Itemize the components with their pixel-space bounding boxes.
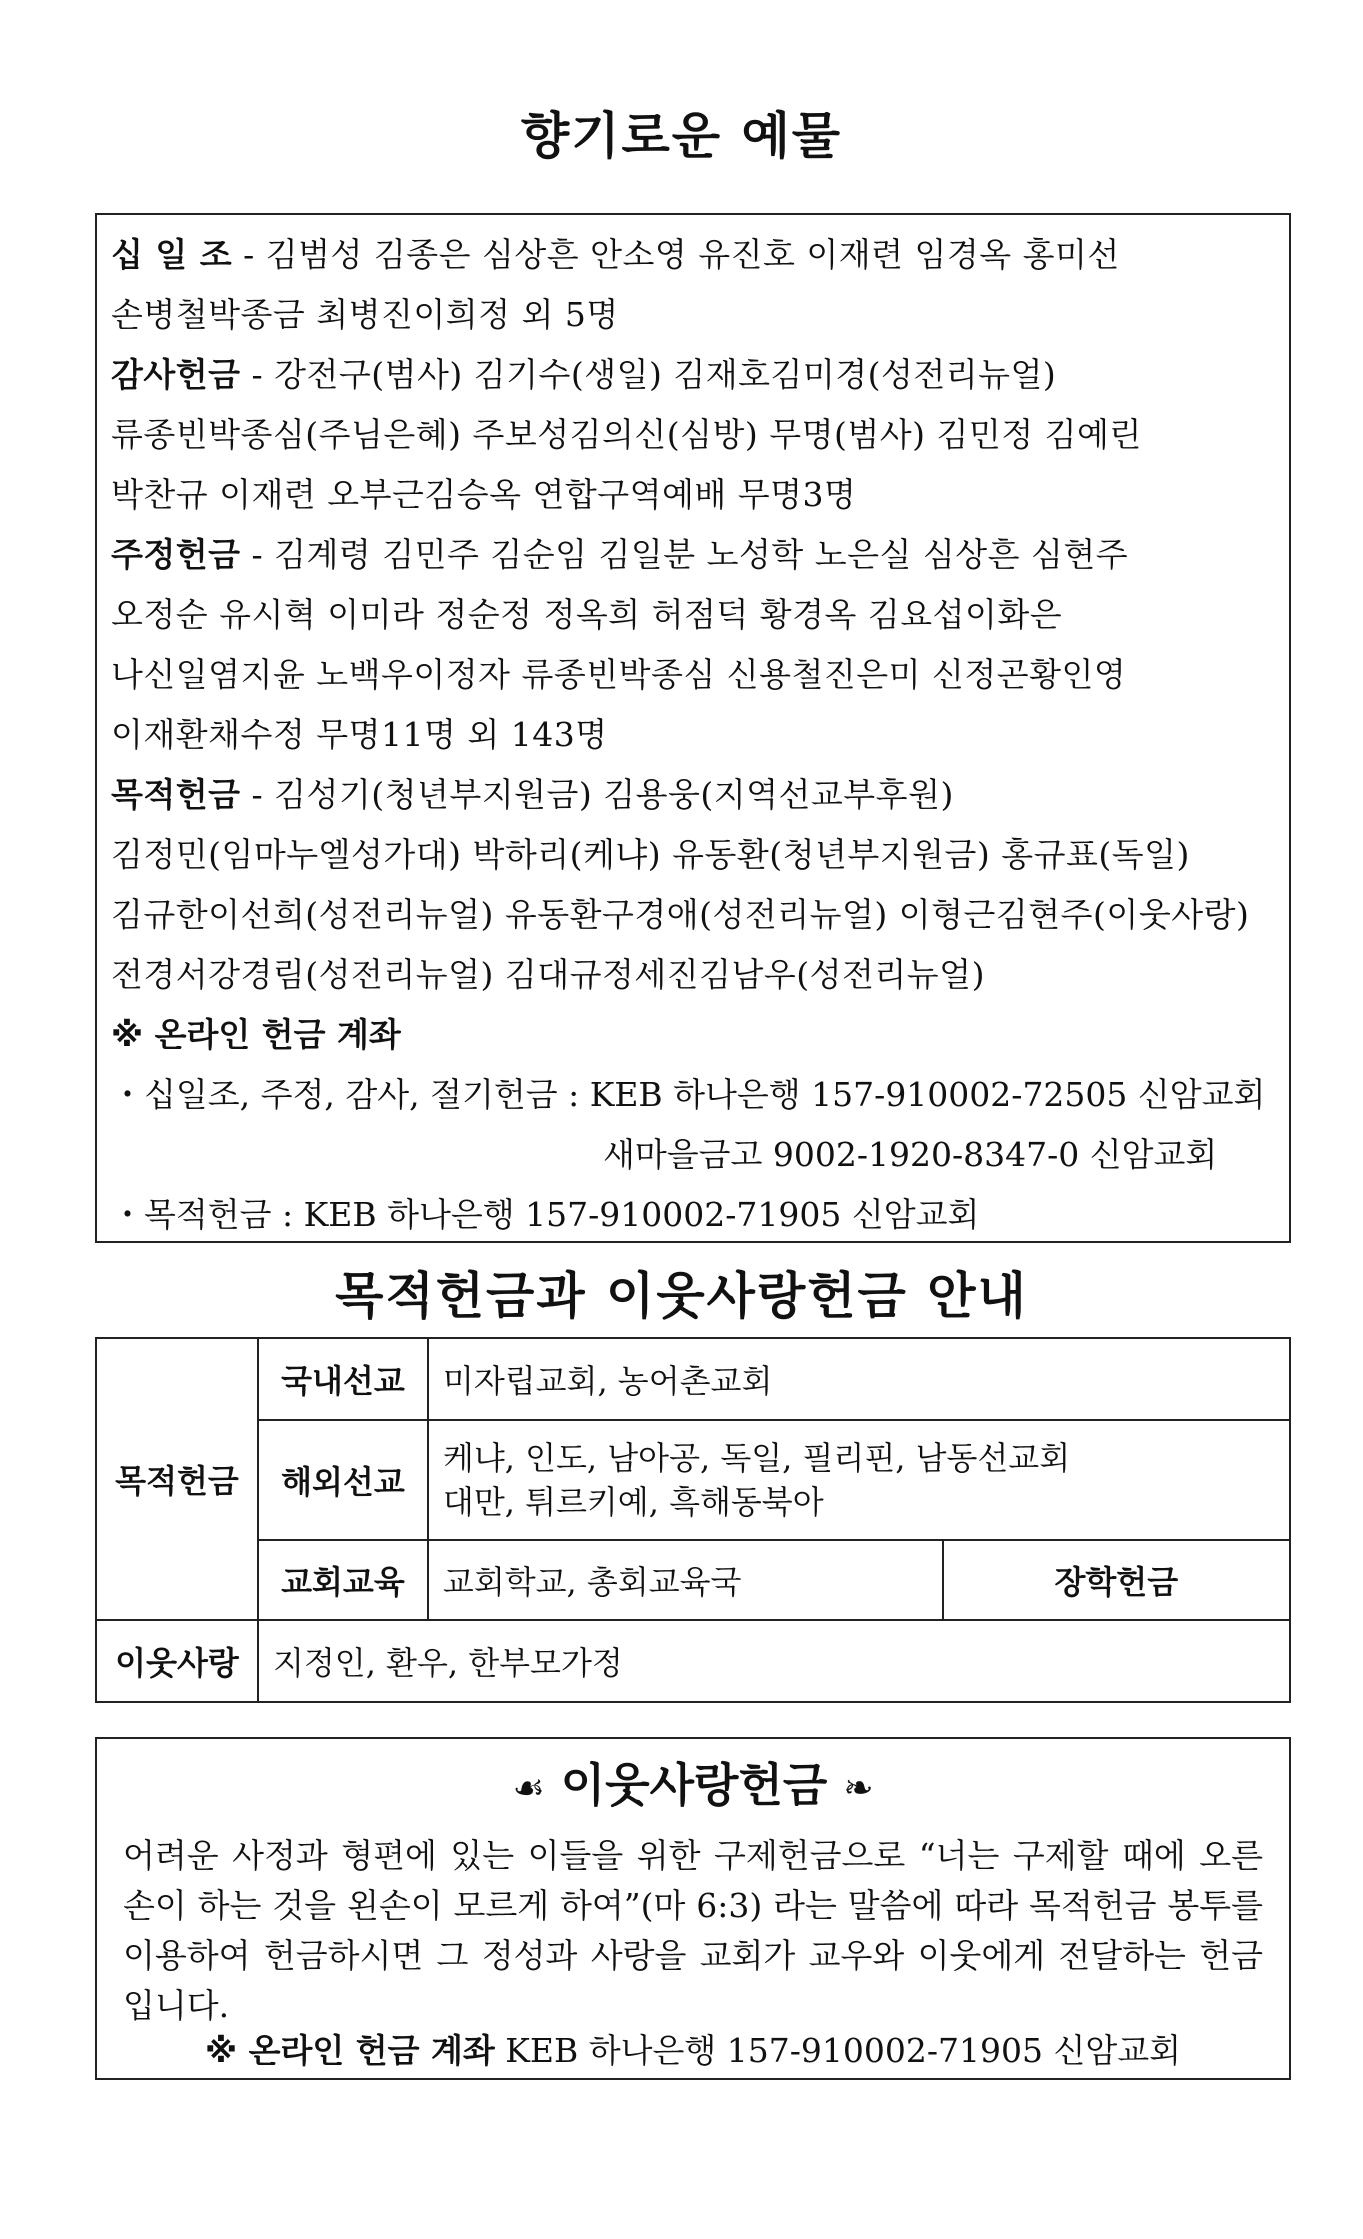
weekly-names-1: - 김계령 김민주 김순임 김일분 노성학 노은실 심상흔 심현주 [240, 535, 1129, 574]
weekly-label: 주정헌금 [111, 535, 241, 574]
neighbor-online-account [97, 2025, 1289, 2072]
thanks-label: 감사헌금 [111, 355, 241, 394]
tithe-label: 십 일 조 [111, 235, 233, 274]
overseas-mission-value-1: 케냐, 인도, 남아공, 독일, 필리핀, 남동선교회 [442, 1439, 1071, 1477]
purpose-names-3: 김규한이선희(성전리뉴얼) 유동환구경애(성전리뉴얼) 이형근김현주(이웃사랑) [111, 895, 1250, 934]
table-row [96, 1338, 1290, 1420]
thanks-names-3: 박찬규 이재련 오부근김승옥 연합구역예배 무명3명 [111, 475, 857, 514]
thanks-names-1: - 강전구(범사) 김기수(생일) 김재호김미경(성전리뉴얼) [240, 355, 1057, 394]
thanks-line-1 [111, 345, 1275, 405]
tithe-names-2: 손병철박종금 최병진이희정 외 5명 [111, 295, 619, 334]
church-education-value: 교회학교, 총회교육국 [428, 1540, 943, 1620]
domestic-mission-label: 국내선교 [258, 1338, 428, 1420]
tithe-line-1 [111, 225, 1275, 285]
weekly-names-3: 나신일염지윤 노백우이정자 류종빈박종심 신용철진은미 신정곤황인영 [111, 655, 1127, 694]
neighbor-account-value: KEB 하나은행 157-910002-71905 신암교회 [494, 2031, 1181, 2070]
purpose-names-1: - 김성기(청년부지원금) 김용웅(지역선교부후원) [240, 775, 954, 814]
purpose-names-2: 김정민(임마누엘성가대) 박하리(케냐) 유동환(청년부지원금) 홍규표(독일) [111, 835, 1190, 874]
offering-guide-table [95, 1337, 1291, 1703]
neighbor-love-label: 이웃사랑 [96, 1620, 258, 1702]
neighbor-offering-box [95, 1737, 1291, 2080]
online-account-line-3: ・목적헌금 : KEB 하나은행 157-910002-71905 신암교회 [111, 1195, 980, 1234]
neighbor-offering-title-text: 이웃사랑헌금 [560, 1758, 828, 1812]
purpose-label: 목적헌금 [111, 775, 241, 814]
tithe-names-1: - 김범성 김종은 심상흔 안소영 유진호 이재련 임경옥 홍미선 [232, 235, 1120, 274]
ornament-left-icon: ☙ [512, 1768, 545, 1809]
guide-title: 목적헌금과 이웃사랑헌금 안내 [335, 1267, 1028, 1325]
table-row [96, 1540, 1290, 1620]
neighbor-offering-title [97, 1749, 1289, 1815]
neighbor-account-label: ※ 온라인 헌금 계좌 [205, 2031, 495, 2070]
weekly-names-2: 오정순 유시혁 이미라 정순정 정옥희 허점덕 황경옥 김요섭이화은 [111, 595, 1063, 634]
purpose-line-1 [111, 765, 1275, 825]
offerings-title: 향기로운 예물 [520, 107, 843, 165]
weekly-line-1 [111, 525, 1275, 585]
domestic-mission-value: 미자립교회, 농어촌교회 [428, 1338, 1290, 1420]
table-row [96, 1620, 1290, 1702]
scholarship-label: 장학헌금 [943, 1540, 1290, 1620]
table-row [96, 1420, 1290, 1540]
ornament-right-icon: ❧ [843, 1768, 874, 1809]
online-account-line-1: ・십일조, 주정, 감사, 절기헌금 : KEB 하나은행 157-910002-72505 신암교회 [111, 1075, 1266, 1114]
weekly-names-4: 이재환채수정 무명11명 외 143명 [111, 715, 608, 754]
purpose-offering-label: 목적헌금 [96, 1338, 258, 1620]
neighbor-love-value: 지정인, 환우, 한부모가정 [258, 1620, 1290, 1702]
thanks-names-2: 류종빈박종심(주님은혜) 주보성김의신(심방) 무명(범사) 김민정 김예린 [111, 415, 1142, 454]
offerings-box [95, 213, 1291, 1243]
online-account-title: ※ 온라인 헌금 계좌 [111, 1015, 401, 1054]
overseas-mission-value-2: 대만, 튀르키예, 흑해동북아 [442, 1483, 824, 1521]
church-education-label: 교회교육 [258, 1540, 428, 1620]
neighbor-offering-description: 어려운 사정과 형편에 있는 이들을 위한 구제헌금으로 “너는 구제할 때에 오른손이 하는 것을 왼손이 모르게 하여”(마 6:3) 라는 말씀에 따라 목적헌금 봉투를 이용하여 헌금하시면 그 정성과 사랑을 교회가 교우와 이웃에게 전달하는 헌금입니다. [123, 1836, 1263, 2025]
overseas-mission-label: 해외선교 [258, 1420, 428, 1540]
overseas-mission-value [428, 1420, 1290, 1540]
purpose-names-4: 전경서강경림(성전리뉴얼) 김대규정세진김남우(성전리뉴얼) [111, 955, 985, 994]
online-account-line-2: 새마을금고 9002-1920-8347-0 신암교회 [603, 1135, 1218, 1174]
